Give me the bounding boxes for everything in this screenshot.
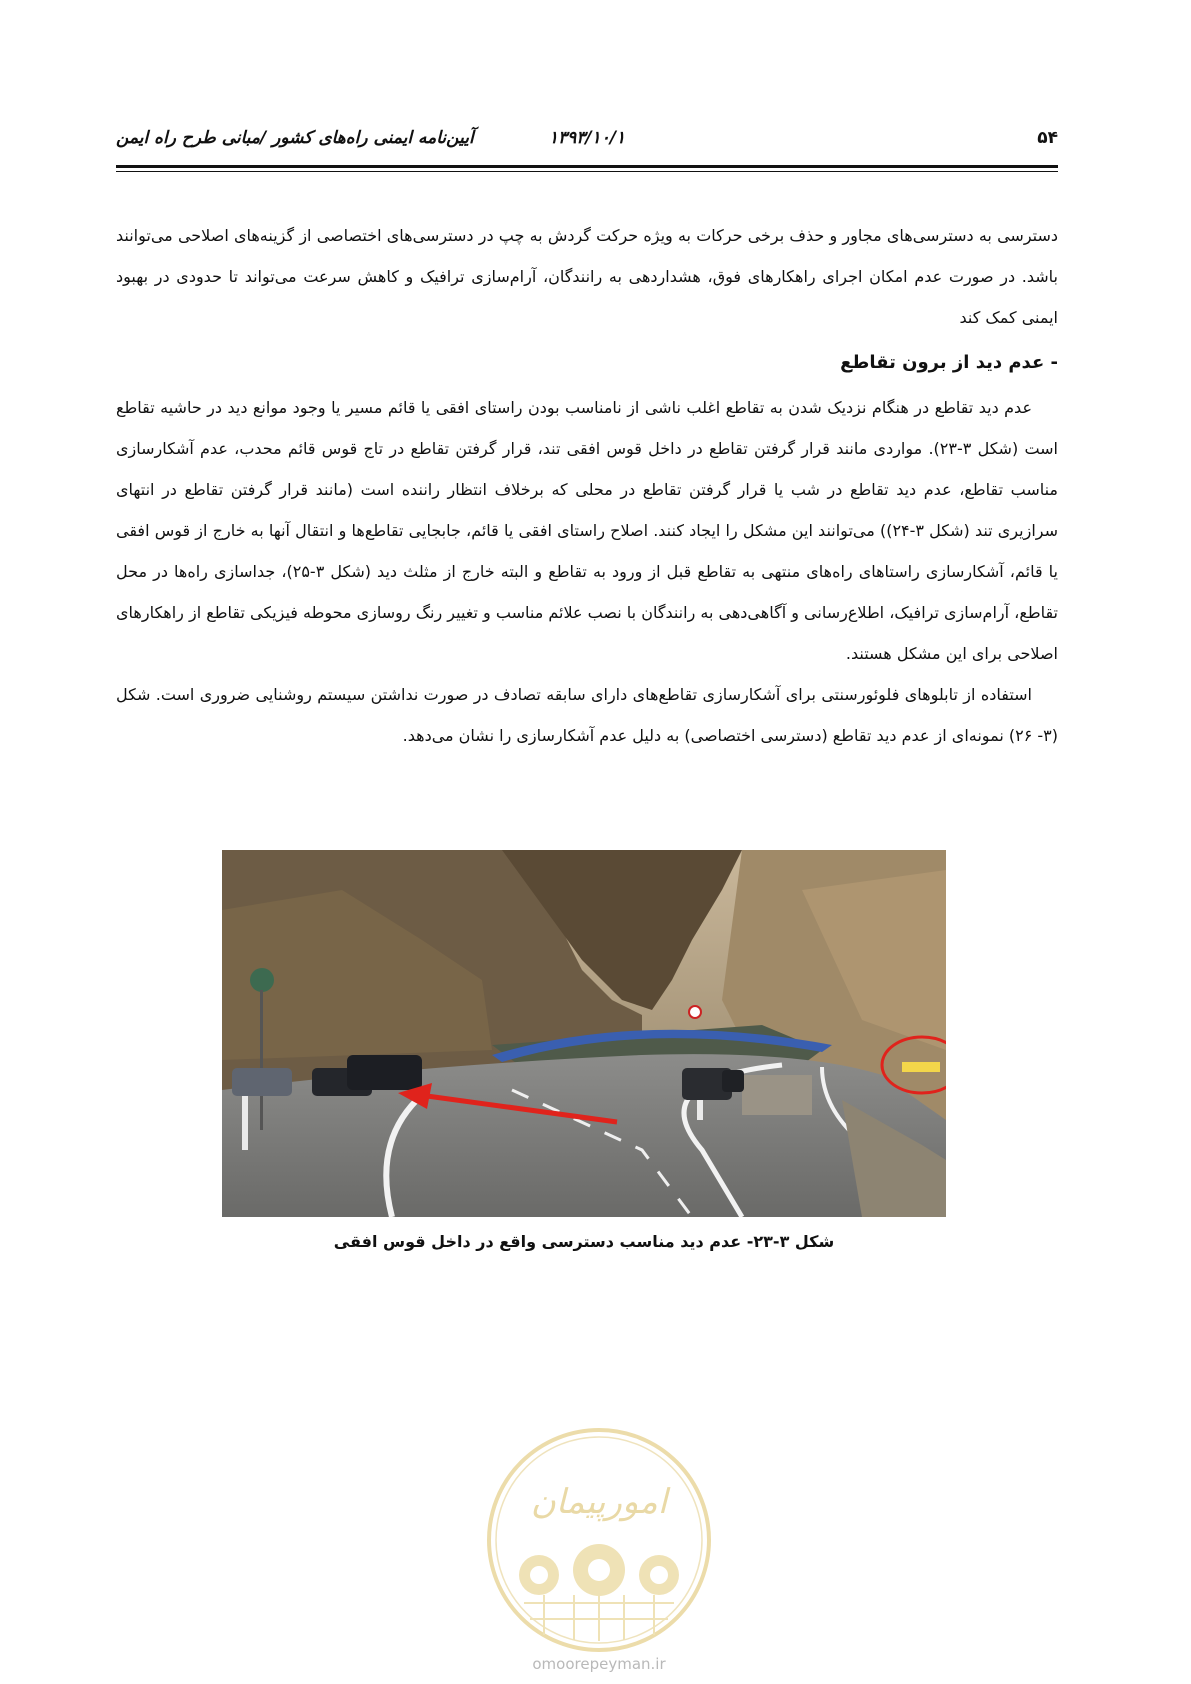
paragraph-3: استفاده از تابلوهای فلوئورسنتی برای آشکارسازی تقاطع‌های دارای سابقه تصادف در صورت نداشتن سیستم روشنایی ضروری است. شکل (۳- ۲۶) نمونه‌ای از عدم دید تقاطع (دسترسی اختصاصی) به دلیل عدم آشکارسازی را نشان می‌دهد. — [116, 685, 1058, 745]
figure-road-photo — [222, 850, 946, 1217]
page-header — [116, 122, 1058, 152]
figure-caption: شکل ۳-۲۳- عدم دید مناسب دسترسی واقع در داخل قوس افقی — [333, 1232, 835, 1251]
seal-text: امورپیمان — [530, 1482, 668, 1522]
watermark-url: omoorepeyman.ir — [532, 1655, 666, 1673]
header-rule-thin — [116, 171, 1058, 172]
watermark-seal — [484, 1425, 714, 1655]
section-heading: - عدم دید از برون تقاطع — [840, 352, 1058, 373]
header-rule-thick — [116, 165, 1058, 168]
header-date: ۱۳۹۳/۱۰/۱ — [548, 128, 626, 148]
document-body — [116, 215, 1058, 756]
header-title: آیین‌نامه ایمنی راه‌های کشور /مبانی طرح راه ایمن — [116, 128, 474, 148]
page-number: ۵۴ — [1037, 128, 1058, 148]
seal-logo-icon — [484, 1425, 714, 1655]
paragraph-1: دسترسی به دسترسی‌های مجاور و حذف برخی حرکات به ویژه حرکت گردش به چپ در دسترسی‌های اختصاصی از گزینه‌های اصلاحی می‌توانند باشد. در صورت عدم امکان اجرای راهکارهای فوق، هشداردهی به رانندگان، آرام‌سازی ترافیک و کاهش سرعت می‌تواند تا حدودی در بهبود ایمنی کمک کند — [116, 226, 1058, 327]
road-intersection-photo — [222, 850, 946, 1217]
paragraph-2: عدم دید تقاطع در هنگام نزدیک شدن به تقاطع اغلب ناشی از نامناسب بودن راستای افقی یا قائم مسیر یا وجود موانع دید در حاشیه تقاطع است (شکل ۳-۲۳). مواردی مانند قرار گرفتن تقاطع در داخل قوس افقی تند، قرار گرفتن تقاطع در تاج قوس قائم محدب، عدم آشکارسازی مناسب تقاطع، عدم دید تقاطع در شب یا قرار گرفتن تقاطع در محلی که برخلاف انتظار راننده است (مانند قرار گرفتن تقاطع در انتهای سرازیری تند (شکل ۳-۲۴)) می‌توانند این مشکل را ایجاد کنند. اصلاح راستای افقی یا قائم، جابجایی تقاطع‌ها و انتقال آنها به خارج از قوس افقی یا قائم، آشکارسازی راستاهای راه‌های منتهی به تقاطع قبل از ورود به تقاطع و البته خارج از مثلث دید (شکل ۳-۲۵)، جداسازی راه‌ها در محل تقاطع، آرام‌سازی ترافیک، اطلاع‌رسانی و آگاهی‌دهی به رانندگان با نصب علائم مناسب و تغییر رنگ روسازی محوطه فیزیکی تقاطع از راهکارهای اصلاحی برای این مشکل هستند. — [116, 398, 1059, 663]
